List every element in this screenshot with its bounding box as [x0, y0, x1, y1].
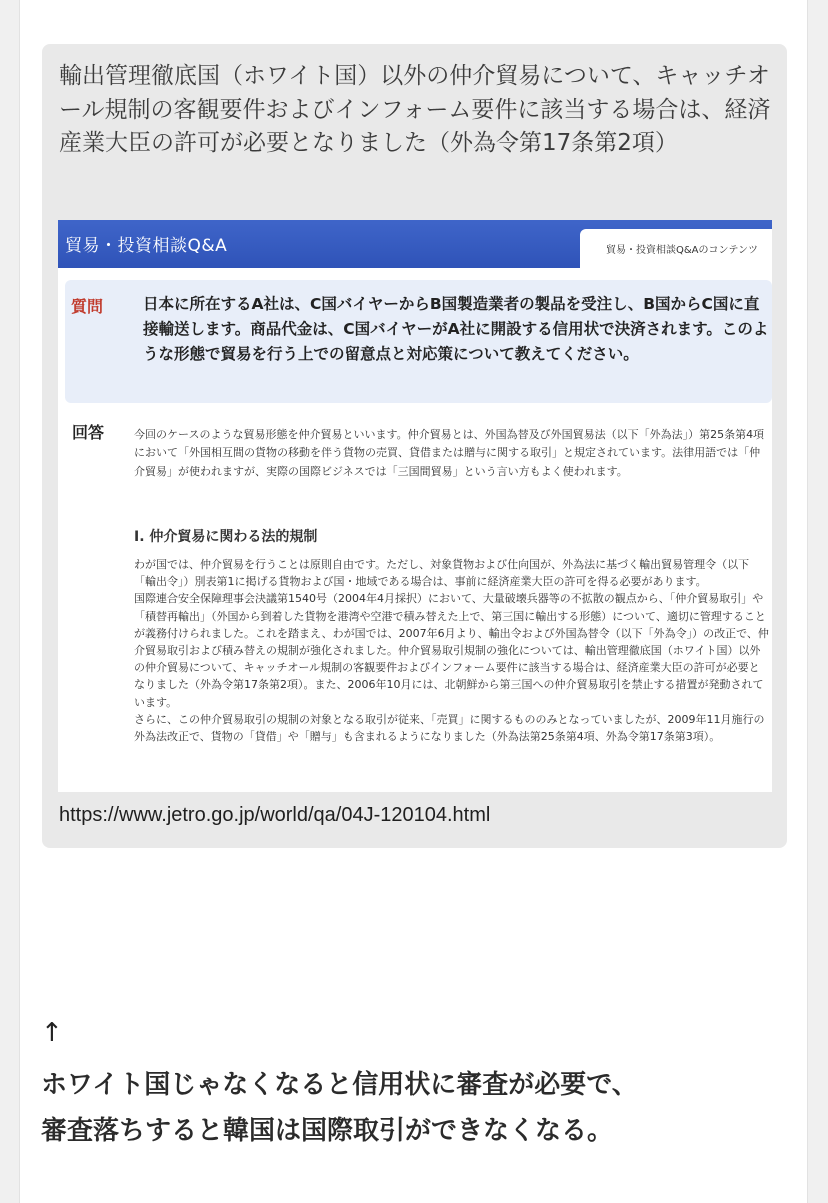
question-text: 日本に所在するA社は、C国バイヤーからB国製造業者の製品を受注し、B国からC国に直接輸送します。商品代金は、C国バイヤーがA社に開設する信用状で決済されます。このような形態で貿易を行う上での留意点と対応策について教えてください。: [143, 295, 769, 363]
qa-contents-tab: [580, 229, 772, 268]
answer-label: 回答: [72, 423, 105, 442]
qa-header-bar: [58, 220, 772, 268]
source-url-link[interactable]: https://www.jetro.go.jp/world/qa/04J-120104.html: [59, 804, 491, 826]
question-box: [65, 280, 772, 403]
answer-text: 今回のケースのような貿易形態を仲介貿易といいます。仲介貿易とは、外国為替及び外国貿易法（以下「外為法」）第25条第4項において「外国相互間の貨物の移動を伴う貨物の売買、貸借または贈与に関する取引」と規定されています。法律用語では「仲介貿易」が使われますが、実際の国際ビジネスでは「三国間貿易」という言い方もよく使われます。: [134, 428, 765, 478]
post-body: [19, 0, 808, 1203]
qa-contents-tab-label: 貿易・投資相談Q&Aのコンテンツ: [606, 245, 759, 256]
section-heading: I. 仲介貿易に関わる法的規制: [134, 529, 318, 545]
embedded-screenshot: [58, 220, 772, 792]
question-label: 質問: [71, 297, 104, 316]
quote-text: 輸出管理徹底国（ホワイト国）以外の仲介貿易について、キャッチオール規制の客観要件およびインフォーム要件に該当する場合は、経済産業大臣の許可が必要となりました（外為令第17条第2項）: [59, 63, 771, 156]
section-body: わが国では、仲介貿易を行うことは原則自由です。ただし、対象貨物および仕向国が、外為法に基づく輸出貿易管理令（以下「輸出令」）別表第1に掲げる貨物および国・地域である場合は、事前に経済産業大臣の許可を得る必要があります。 国際連合安全保障理事会決議第1540号（2004年4月採択）において、大量破壊兵器等の不拡散の観点から、「仲介貿易取引」や「積替再輸出」（外国から到着した貨物を港湾や空港で積み替えた上で、第三国に輸出する形態）について、適切に管理することが義務付けられました。これを踏まえ、わが国では、2007年6月より、輸出令および外国為替令（以下「外為令」）の改正で、仲介貿易取引および積み替えの規制が強化されました。仲介貿易取引規制の強化については、輸出管理徹底国（ホワイト国）以外の仲介貿易について、キャッチオール規制の客観要件およびインフォーム要件に該当する場合は、経済産業大臣の許可が必要となりました（外為令第17条第2項）。また、2006年10月には、北朝鮮から第三国への仲介貿易取引を禁止する措置が発動されています。 さらに、この仲介貿易取引の規制の対象となる取引が従来、「売買」に関するもののみとなっていましたが、2009年11月施行の外為法改正で、貨物の「貸借」や「贈与」も含まれるようになりました（外為法第25条第4項、外為令第17条第3項）。: [134, 558, 769, 744]
qa-header-title: 貿易・投資相談Q&A: [65, 236, 228, 256]
quote-block: [42, 44, 787, 848]
up-arrow-icon: ↑: [41, 1018, 63, 1048]
comment-text: ホワイト国じゃなくなると信用状に審査が必要で、 審査落ちすると韓国は国際取引ができなくなる。: [41, 1070, 638, 1146]
